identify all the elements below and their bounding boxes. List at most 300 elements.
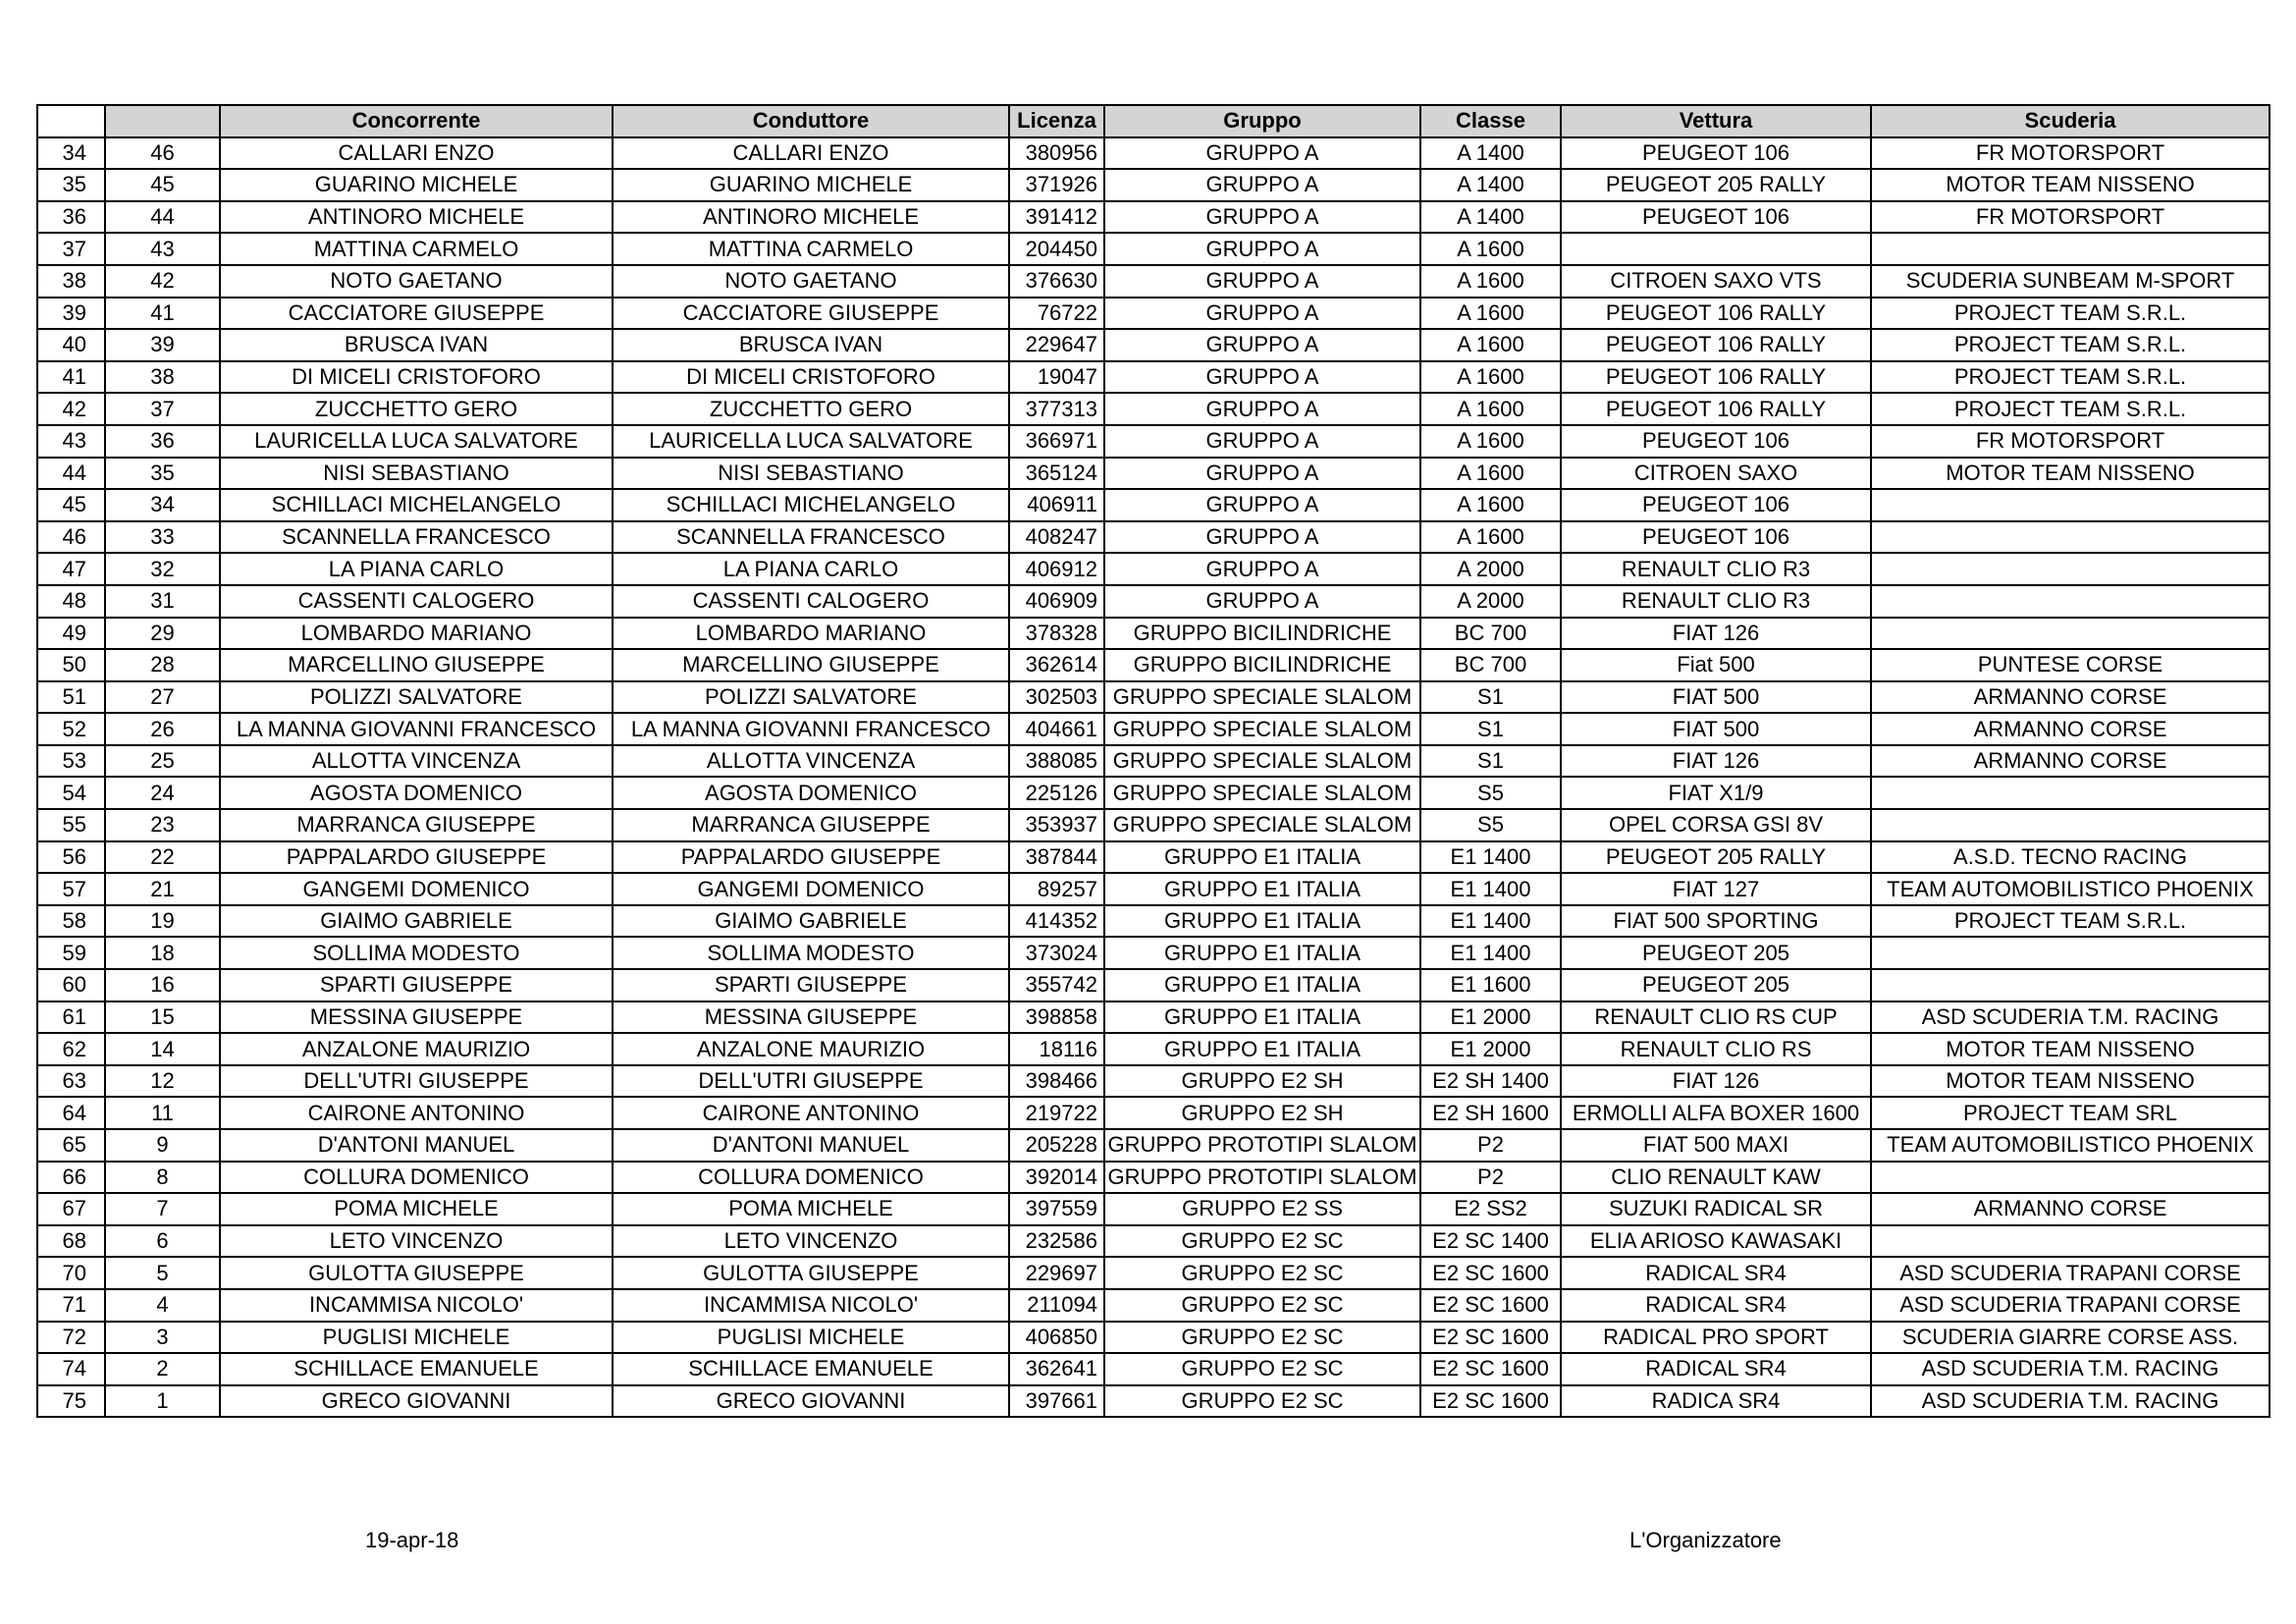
cell-conduttore: SOLLIMA MODESTO — [613, 937, 1009, 969]
cell-scuderia: ARMANNO CORSE — [1871, 713, 2269, 745]
cell-index: 72 — [37, 1322, 105, 1354]
footer-signature: L'Organizzatore — [1629, 1528, 1782, 1552]
table-row — [37, 233, 2269, 265]
cell-scuderia: PUNTESE CORSE — [1871, 649, 2269, 681]
cell-gruppo: GRUPPO A — [1104, 458, 1420, 490]
cell-index: 75 — [37, 1385, 105, 1418]
cell-number: 32 — [105, 553, 220, 585]
cell-licenza: 378328 — [1009, 618, 1104, 650]
cell-scuderia: PROJECT TEAM S.R.L. — [1871, 329, 2269, 361]
cell-gruppo: GRUPPO A — [1104, 489, 1420, 521]
cell-concorrente: ALLOTTA VINCENZA — [220, 745, 613, 778]
cell-vettura: PEUGEOT 106 RALLY — [1561, 329, 1871, 361]
cell-gruppo: GRUPPO SPECIALE SLALOM — [1104, 809, 1420, 841]
cell-classe: A 1400 — [1420, 201, 1561, 234]
cell-conduttore: MARRANCA GIUSEPPE — [613, 809, 1009, 841]
cell-concorrente: SCANNELLA FRANCESCO — [220, 521, 613, 554]
cell-licenza: 232586 — [1009, 1225, 1104, 1258]
cell-scuderia — [1871, 1225, 2269, 1258]
cell-scuderia — [1871, 233, 2269, 265]
cell-number: 14 — [105, 1033, 220, 1065]
cell-gruppo: GRUPPO A — [1104, 393, 1420, 425]
cell-classe: A 1600 — [1420, 489, 1561, 521]
table-row — [37, 553, 2269, 585]
table-row — [37, 361, 2269, 394]
cell-licenza: 377313 — [1009, 393, 1104, 425]
cell-number: 28 — [105, 649, 220, 681]
cell-scuderia: TEAM AUTOMOBILISTICO PHOENIX — [1871, 873, 2269, 905]
cell-conduttore: GIAIMO GABRIELE — [613, 905, 1009, 938]
cell-conduttore: NOTO GAETANO — [613, 265, 1009, 298]
cell-number: 27 — [105, 681, 220, 714]
cell-gruppo: GRUPPO A — [1104, 137, 1420, 170]
cell-concorrente: GRECO GIOVANNI — [220, 1385, 613, 1418]
cell-vettura: PEUGEOT 106 — [1561, 137, 1871, 170]
cell-concorrente: GIAIMO GABRIELE — [220, 905, 613, 938]
cell-concorrente: PAPPALARDO GIUSEPPE — [220, 841, 613, 874]
header-index — [37, 105, 105, 137]
table-row — [37, 1289, 2269, 1322]
table-row — [37, 265, 2269, 298]
cell-conduttore: GRECO GIOVANNI — [613, 1385, 1009, 1418]
cell-vettura: FIAT 126 — [1561, 1065, 1871, 1098]
cell-licenza: 387844 — [1009, 841, 1104, 874]
cell-index: 74 — [37, 1353, 105, 1385]
cell-classe: A 1600 — [1420, 233, 1561, 265]
cell-number: 15 — [105, 1001, 220, 1034]
cell-number: 4 — [105, 1289, 220, 1322]
cell-gruppo: GRUPPO BICILINDRICHE — [1104, 649, 1420, 681]
cell-concorrente: INCAMMISA NICOLO' — [220, 1289, 613, 1322]
cell-gruppo: GRUPPO SPECIALE SLALOM — [1104, 713, 1420, 745]
cell-conduttore: SCHILLACE EMANUELE — [613, 1353, 1009, 1385]
cell-gruppo: GRUPPO E2 SH — [1104, 1065, 1420, 1098]
cell-licenza: 362614 — [1009, 649, 1104, 681]
cell-gruppo: GRUPPO E1 ITALIA — [1104, 1001, 1420, 1034]
cell-number: 8 — [105, 1162, 220, 1194]
cell-classe: A 1600 — [1420, 393, 1561, 425]
cell-gruppo: GRUPPO E2 SH — [1104, 1097, 1420, 1129]
cell-number: 21 — [105, 873, 220, 905]
cell-gruppo: GRUPPO A — [1104, 329, 1420, 361]
cell-index: 64 — [37, 1097, 105, 1129]
table-row — [37, 809, 2269, 841]
table-row — [37, 1225, 2269, 1258]
table-row — [37, 1162, 2269, 1194]
cell-concorrente: GANGEMI DOMENICO — [220, 873, 613, 905]
table-row — [37, 1097, 2269, 1129]
cell-classe: A 1600 — [1420, 298, 1561, 330]
cell-conduttore: GULOTTA GIUSEPPE — [613, 1257, 1009, 1289]
header-conduttore: Conduttore — [613, 105, 1009, 137]
cell-number: 34 — [105, 489, 220, 521]
cell-scuderia: A.S.D. TECNO RACING — [1871, 841, 2269, 874]
cell-classe: E1 1400 — [1420, 841, 1561, 874]
cell-index: 35 — [37, 169, 105, 201]
cell-licenza: 388085 — [1009, 745, 1104, 778]
cell-concorrente: GULOTTA GIUSEPPE — [220, 1257, 613, 1289]
table-row — [37, 489, 2269, 521]
table-row — [37, 169, 2269, 201]
cell-licenza: 19047 — [1009, 361, 1104, 394]
cell-number: 12 — [105, 1065, 220, 1098]
cell-number: 9 — [105, 1129, 220, 1162]
table-row — [37, 458, 2269, 490]
cell-classe: P2 — [1420, 1162, 1561, 1194]
cell-number: 33 — [105, 521, 220, 554]
cell-conduttore: POMA MICHELE — [613, 1193, 1009, 1225]
cell-number: 3 — [105, 1322, 220, 1354]
cell-index: 54 — [37, 777, 105, 809]
cell-scuderia: PROJECT TEAM S.R.L. — [1871, 393, 2269, 425]
cell-index: 71 — [37, 1289, 105, 1322]
cell-vettura: RADICAL SR4 — [1561, 1257, 1871, 1289]
cell-gruppo: GRUPPO A — [1104, 265, 1420, 298]
header-row — [37, 105, 2269, 137]
cell-classe: S5 — [1420, 809, 1561, 841]
cell-gruppo: GRUPPO SPECIALE SLALOM — [1104, 681, 1420, 714]
cell-classe: E1 1600 — [1420, 969, 1561, 1001]
cell-number: 41 — [105, 298, 220, 330]
table-row — [37, 1193, 2269, 1225]
cell-index: 58 — [37, 905, 105, 938]
cell-conduttore: SPARTI GIUSEPPE — [613, 969, 1009, 1001]
cell-concorrente: NISI SEBASTIANO — [220, 458, 613, 490]
cell-conduttore: ANTINORO MICHELE — [613, 201, 1009, 234]
cell-classe: E1 2000 — [1420, 1001, 1561, 1034]
cell-conduttore: CAIRONE ANTONINO — [613, 1097, 1009, 1129]
cell-vettura: PEUGEOT 205 RALLY — [1561, 169, 1871, 201]
table-row — [37, 1033, 2269, 1065]
cell-conduttore: LETO VINCENZO — [613, 1225, 1009, 1258]
cell-conduttore: DI MICELI CRISTOFORO — [613, 361, 1009, 394]
cell-vettura: RENAULT CLIO R3 — [1561, 585, 1871, 618]
cell-gruppo: GRUPPO A — [1104, 169, 1420, 201]
cell-concorrente: SOLLIMA MODESTO — [220, 937, 613, 969]
cell-vettura: CITROEN SAXO VTS — [1561, 265, 1871, 298]
cell-vettura: RENAULT CLIO RS CUP — [1561, 1001, 1871, 1034]
cell-index: 34 — [37, 137, 105, 170]
cell-licenza: 355742 — [1009, 969, 1104, 1001]
cell-gruppo: GRUPPO E2 SC — [1104, 1289, 1420, 1322]
cell-concorrente: ANTINORO MICHELE — [220, 201, 613, 234]
cell-index: 41 — [37, 361, 105, 394]
cell-licenza: 406909 — [1009, 585, 1104, 618]
cell-gruppo: GRUPPO E2 SC — [1104, 1353, 1420, 1385]
table-row — [37, 521, 2269, 554]
cell-conduttore: INCAMMISA NICOLO' — [613, 1289, 1009, 1322]
cell-vettura: FIAT X1/9 — [1561, 777, 1871, 809]
cell-vettura: ERMOLLI ALFA BOXER 1600 — [1561, 1097, 1871, 1129]
cell-gruppo: GRUPPO A — [1104, 201, 1420, 234]
table-row — [37, 1322, 2269, 1354]
cell-conduttore: MESSINA GIUSEPPE — [613, 1001, 1009, 1034]
cell-scuderia — [1871, 585, 2269, 618]
cell-conduttore: CASSENTI CALOGERO — [613, 585, 1009, 618]
table-row — [37, 905, 2269, 938]
cell-scuderia: PROJECT TEAM S.R.L. — [1871, 298, 2269, 330]
cell-index: 67 — [37, 1193, 105, 1225]
cell-conduttore: BRUSCA IVAN — [613, 329, 1009, 361]
cell-licenza: 376630 — [1009, 265, 1104, 298]
cell-conduttore: AGOSTA DOMENICO — [613, 777, 1009, 809]
cell-scuderia — [1871, 553, 2269, 585]
cell-licenza: 404661 — [1009, 713, 1104, 745]
cell-scuderia: FR MOTORSPORT — [1871, 425, 2269, 458]
cell-vettura: PEUGEOT 106 — [1561, 201, 1871, 234]
cell-vettura: RENAULT CLIO RS — [1561, 1033, 1871, 1065]
cell-gruppo: GRUPPO E2 SC — [1104, 1385, 1420, 1418]
cell-classe: E2 SH 1400 — [1420, 1065, 1561, 1098]
cell-vettura: FIAT 126 — [1561, 745, 1871, 778]
table-row — [37, 393, 2269, 425]
cell-classe: E2 SC 1600 — [1420, 1289, 1561, 1322]
cell-concorrente: LOMBARDO MARIANO — [220, 618, 613, 650]
cell-index: 52 — [37, 713, 105, 745]
cell-conduttore: NISI SEBASTIANO — [613, 458, 1009, 490]
cell-number: 29 — [105, 618, 220, 650]
cell-classe: A 1600 — [1420, 425, 1561, 458]
cell-conduttore: MATTINA CARMELO — [613, 233, 1009, 265]
table-body — [37, 137, 2269, 1418]
cell-gruppo: GRUPPO E1 ITALIA — [1104, 1033, 1420, 1065]
table-row — [37, 585, 2269, 618]
cell-classe: S1 — [1420, 713, 1561, 745]
table-row — [37, 1353, 2269, 1385]
cell-licenza: 89257 — [1009, 873, 1104, 905]
cell-vettura: PEUGEOT 106 RALLY — [1561, 361, 1871, 394]
cell-scuderia — [1871, 521, 2269, 554]
table-row — [37, 745, 2269, 778]
cell-conduttore: LA PIANA CARLO — [613, 553, 1009, 585]
cell-number: 35 — [105, 458, 220, 490]
cell-conduttore: SCHILLACI MICHELANGELO — [613, 489, 1009, 521]
cell-index: 42 — [37, 393, 105, 425]
cell-number: 44 — [105, 201, 220, 234]
cell-scuderia: ASD SCUDERIA T.M. RACING — [1871, 1385, 2269, 1418]
cell-number: 22 — [105, 841, 220, 874]
cell-index: 46 — [37, 521, 105, 554]
cell-licenza: 373024 — [1009, 937, 1104, 969]
cell-concorrente: MARRANCA GIUSEPPE — [220, 809, 613, 841]
cell-index: 36 — [37, 201, 105, 234]
cell-licenza: 406911 — [1009, 489, 1104, 521]
cell-licenza: 205228 — [1009, 1129, 1104, 1162]
cell-gruppo: GRUPPO E1 ITALIA — [1104, 905, 1420, 938]
cell-concorrente: DI MICELI CRISTOFORO — [220, 361, 613, 394]
cell-licenza: 380956 — [1009, 137, 1104, 170]
cell-number: 19 — [105, 905, 220, 938]
cell-classe: BC 700 — [1420, 618, 1561, 650]
cell-gruppo: GRUPPO BICILINDRICHE — [1104, 618, 1420, 650]
cell-number: 31 — [105, 585, 220, 618]
cell-concorrente: LETO VINCENZO — [220, 1225, 613, 1258]
cell-licenza: 398466 — [1009, 1065, 1104, 1098]
cell-conduttore: GANGEMI DOMENICO — [613, 873, 1009, 905]
cell-index: 60 — [37, 969, 105, 1001]
cell-scuderia — [1871, 618, 2269, 650]
table-row — [37, 1065, 2269, 1098]
cell-index: 53 — [37, 745, 105, 778]
cell-vettura: OPEL CORSA GSI 8V — [1561, 809, 1871, 841]
cell-scuderia: SCUDERIA GIARRE CORSE ASS. — [1871, 1322, 2269, 1354]
cell-index: 43 — [37, 425, 105, 458]
header-licenza: Licenza — [1009, 105, 1104, 137]
header-vettura: Vettura — [1561, 105, 1871, 137]
cell-scuderia: MOTOR TEAM NISSENO — [1871, 1033, 2269, 1065]
table-row — [37, 681, 2269, 714]
cell-index: 51 — [37, 681, 105, 714]
cell-gruppo: GRUPPO E2 SS — [1104, 1193, 1420, 1225]
header-number — [105, 105, 220, 137]
cell-index: 39 — [37, 298, 105, 330]
cell-gruppo: GRUPPO SPECIALE SLALOM — [1104, 745, 1420, 778]
cell-licenza: 204450 — [1009, 233, 1104, 265]
cell-scuderia: SCUDERIA SUNBEAM M-SPORT — [1871, 265, 2269, 298]
cell-licenza: 397559 — [1009, 1193, 1104, 1225]
table-row — [37, 618, 2269, 650]
cell-scuderia — [1871, 937, 2269, 969]
cell-number: 45 — [105, 169, 220, 201]
cell-index: 66 — [37, 1162, 105, 1194]
cell-concorrente: BRUSCA IVAN — [220, 329, 613, 361]
cell-index: 68 — [37, 1225, 105, 1258]
cell-vettura: CLIO RENAULT KAW — [1561, 1162, 1871, 1194]
cell-gruppo: GRUPPO E1 ITALIA — [1104, 873, 1420, 905]
cell-number: 37 — [105, 393, 220, 425]
cell-concorrente: COLLURA DOMENICO — [220, 1162, 613, 1194]
cell-scuderia: MOTOR TEAM NISSENO — [1871, 458, 2269, 490]
cell-concorrente: MATTINA CARMELO — [220, 233, 613, 265]
cell-classe: A 1600 — [1420, 458, 1561, 490]
header-scuderia: Scuderia — [1871, 105, 2269, 137]
cell-vettura: RADICAL SR4 — [1561, 1353, 1871, 1385]
cell-classe: E2 SC 1600 — [1420, 1322, 1561, 1354]
cell-classe: E2 SC 1600 — [1420, 1385, 1561, 1418]
cell-scuderia: ASD SCUDERIA T.M. RACING — [1871, 1001, 2269, 1034]
cell-concorrente: MARCELLINO GIUSEPPE — [220, 649, 613, 681]
cell-vettura: PEUGEOT 205 RALLY — [1561, 841, 1871, 874]
cell-gruppo: GRUPPO A — [1104, 361, 1420, 394]
cell-conduttore: COLLURA DOMENICO — [613, 1162, 1009, 1194]
cell-classe: S5 — [1420, 777, 1561, 809]
cell-vettura: SUZUKI RADICAL SR — [1561, 1193, 1871, 1225]
cell-classe: BC 700 — [1420, 649, 1561, 681]
cell-gruppo: GRUPPO A — [1104, 553, 1420, 585]
cell-concorrente: POLIZZI SALVATORE — [220, 681, 613, 714]
cell-number: 23 — [105, 809, 220, 841]
cell-gruppo: GRUPPO E1 ITALIA — [1104, 841, 1420, 874]
cell-number: 6 — [105, 1225, 220, 1258]
cell-gruppo: GRUPPO E1 ITALIA — [1104, 969, 1420, 1001]
cell-licenza: 406912 — [1009, 553, 1104, 585]
cell-gruppo: GRUPPO E2 SC — [1104, 1257, 1420, 1289]
cell-vettura: FIAT 500 SPORTING — [1561, 905, 1871, 938]
cell-conduttore: D'ANTONI MANUEL — [613, 1129, 1009, 1162]
cell-concorrente: PUGLISI MICHELE — [220, 1322, 613, 1354]
cell-number: 5 — [105, 1257, 220, 1289]
cell-concorrente: CACCIATORE GIUSEPPE — [220, 298, 613, 330]
cell-concorrente: LA PIANA CARLO — [220, 553, 613, 585]
cell-conduttore: DELL'UTRI GIUSEPPE — [613, 1065, 1009, 1098]
cell-classe: E1 1400 — [1420, 905, 1561, 938]
cell-vettura: RADICA SR4 — [1561, 1385, 1871, 1418]
cell-number: 16 — [105, 969, 220, 1001]
cell-concorrente: AGOSTA DOMENICO — [220, 777, 613, 809]
cell-scuderia: FR MOTORSPORT — [1871, 201, 2269, 234]
cell-conduttore: LOMBARDO MARIANO — [613, 618, 1009, 650]
cell-gruppo: GRUPPO A — [1104, 585, 1420, 618]
cell-vettura: FIAT 500 MAXI — [1561, 1129, 1871, 1162]
cell-gruppo: GRUPPO SPECIALE SLALOM — [1104, 777, 1420, 809]
cell-vettura: PEUGEOT 106 RALLY — [1561, 298, 1871, 330]
cell-index: 59 — [37, 937, 105, 969]
cell-conduttore: CALLARI ENZO — [613, 137, 1009, 170]
cell-licenza: 211094 — [1009, 1289, 1104, 1322]
cell-vettura: RADICAL PRO SPORT — [1561, 1322, 1871, 1354]
cell-classe: A 1600 — [1420, 265, 1561, 298]
cell-scuderia: PROJECT TEAM S.R.L. — [1871, 905, 2269, 938]
cell-concorrente: ZUCCHETTO GERO — [220, 393, 613, 425]
cell-gruppo: GRUPPO PROTOTIPI SLALOM — [1104, 1129, 1420, 1162]
cell-classe: A 1600 — [1420, 329, 1561, 361]
cell-index: 50 — [37, 649, 105, 681]
cell-licenza: 414352 — [1009, 905, 1104, 938]
cell-licenza: 408247 — [1009, 521, 1104, 554]
table-row — [37, 298, 2269, 330]
cell-index: 49 — [37, 618, 105, 650]
cell-conduttore: LAURICELLA LUCA SALVATORE — [613, 425, 1009, 458]
cell-concorrente: SCHILLACI MICHELANGELO — [220, 489, 613, 521]
cell-concorrente: CASSENTI CALOGERO — [220, 585, 613, 618]
cell-classe: E1 2000 — [1420, 1033, 1561, 1065]
cell-number: 39 — [105, 329, 220, 361]
cell-index: 62 — [37, 1033, 105, 1065]
cell-concorrente: LA MANNA GIOVANNI FRANCESCO — [220, 713, 613, 745]
table-row — [37, 969, 2269, 1001]
cell-vettura: Fiat 500 — [1561, 649, 1871, 681]
cell-vettura: RENAULT CLIO R3 — [1561, 553, 1871, 585]
table-row — [37, 137, 2269, 170]
cell-scuderia: MOTOR TEAM NISSENO — [1871, 1065, 2269, 1098]
cell-number: 36 — [105, 425, 220, 458]
table-row — [37, 1385, 2269, 1418]
cell-index: 44 — [37, 458, 105, 490]
cell-classe: A 1400 — [1420, 169, 1561, 201]
cell-conduttore: ZUCCHETTO GERO — [613, 393, 1009, 425]
cell-vettura: FIAT 500 — [1561, 713, 1871, 745]
cell-number: 42 — [105, 265, 220, 298]
cell-scuderia: ASD SCUDERIA TRAPANI CORSE — [1871, 1257, 2269, 1289]
cell-scuderia: PROJECT TEAM SRL — [1871, 1097, 2269, 1129]
cell-licenza: 392014 — [1009, 1162, 1104, 1194]
cell-vettura: PEUGEOT 106 — [1561, 521, 1871, 554]
cell-vettura: RADICAL SR4 — [1561, 1289, 1871, 1322]
cell-licenza: 229647 — [1009, 329, 1104, 361]
cell-classe: E2 SH 1600 — [1420, 1097, 1561, 1129]
cell-gruppo: GRUPPO PROTOTIPI SLALOM — [1104, 1162, 1420, 1194]
cell-vettura: PEUGEOT 106 — [1561, 425, 1871, 458]
cell-licenza: 371926 — [1009, 169, 1104, 201]
cell-conduttore: GUARINO MICHELE — [613, 169, 1009, 201]
cell-index: 61 — [37, 1001, 105, 1034]
cell-conduttore: CACCIATORE GIUSEPPE — [613, 298, 1009, 330]
cell-vettura: PEUGEOT 106 — [1561, 489, 1871, 521]
cell-index: 47 — [37, 553, 105, 585]
cell-licenza: 302503 — [1009, 681, 1104, 714]
cell-scuderia: PROJECT TEAM S.R.L. — [1871, 361, 2269, 394]
cell-index: 40 — [37, 329, 105, 361]
